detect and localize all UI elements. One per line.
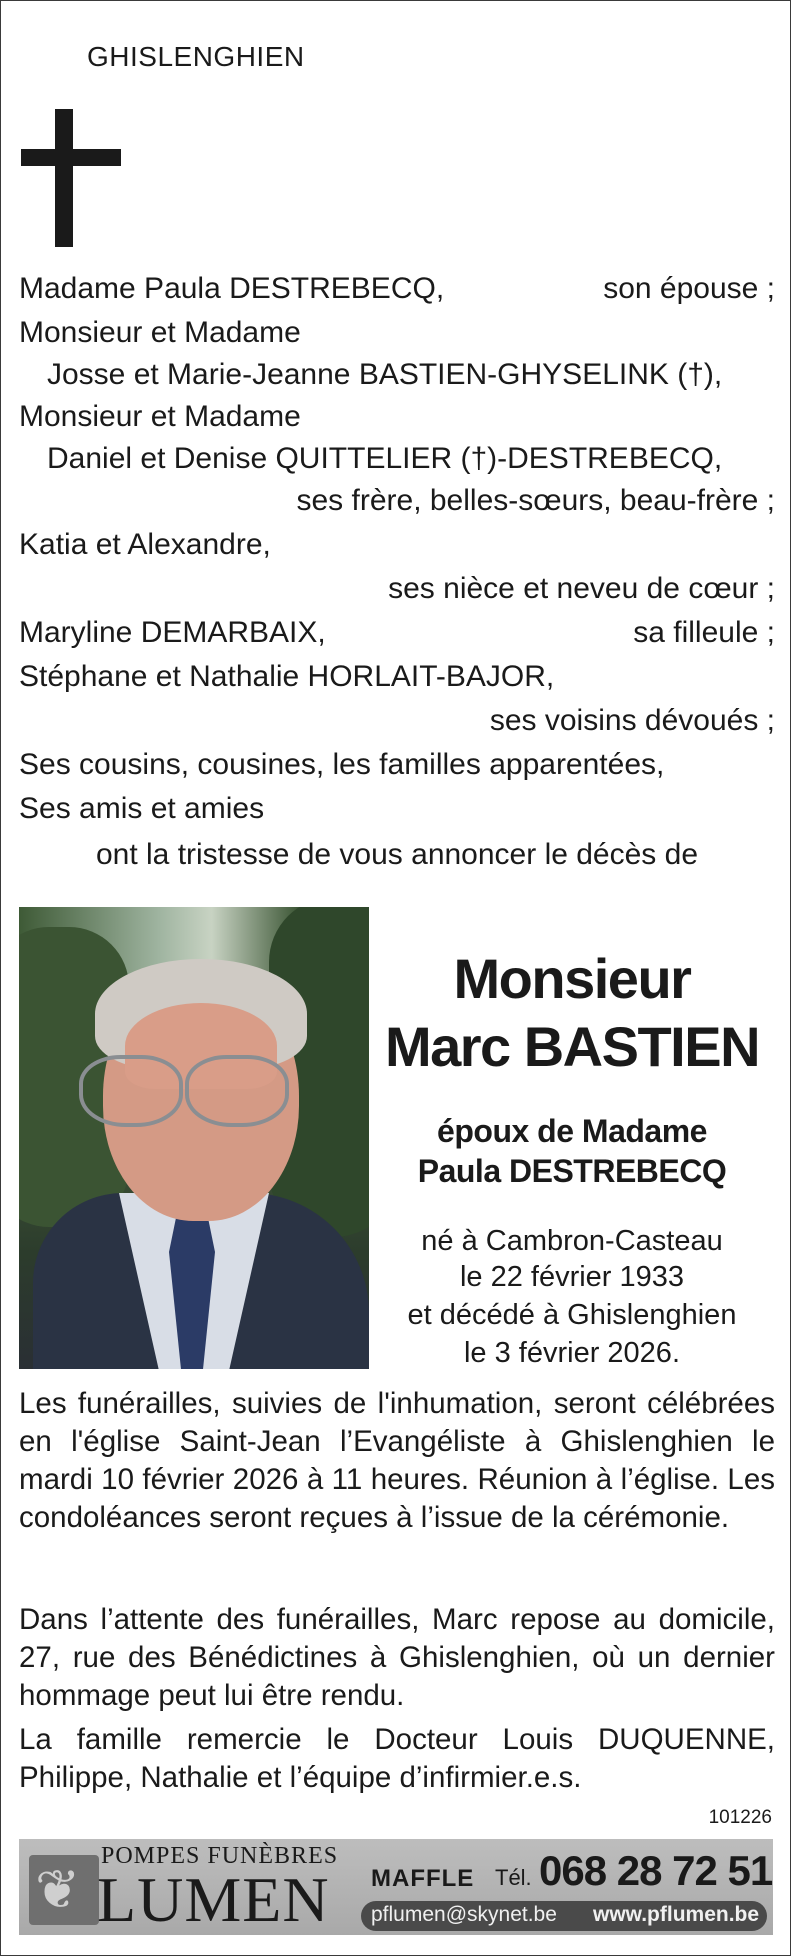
family-relation: ses nièce et neveu de cœur ; — [388, 572, 775, 605]
birth-place: né à Cambron-Casteau — [421, 1225, 723, 1257]
dove-logo-icon: ❦ — [29, 1855, 99, 1925]
announcement-text: ont la tristesse de vous annoncer le décès de — [95, 838, 699, 871]
deceased-title: Monsieur — [453, 947, 691, 1010]
funeral-home-label: POMPES FUNÈBRES — [101, 1843, 339, 1869]
family-line — [19, 611, 775, 655]
funeral-paragraph: Les funérailles, suivies de l'inhumation, seront célébrées en l'église Saint-Jean l’Evangéliste à Ghislenghien le mardi 10 février 2026 à 11 heures. Réunion à l’église. Les condoléances seront reçues à l’issue de la cérémonie. — [19, 1387, 775, 1534]
family-line — [19, 395, 775, 439]
funeral-home-banner — [19, 1839, 773, 1935]
family-name: Ses cousins, cousines, les familles apparentées, — [19, 748, 665, 781]
family-name: Madame Paula DESTREBECQ, — [19, 272, 445, 305]
family-line — [19, 699, 775, 743]
family-name: Maryline DEMARBAIX, — [19, 616, 326, 649]
spouse-line: époux de Madame — [437, 1113, 707, 1149]
family-name: Monsieur et Madame — [19, 316, 301, 349]
thanks-paragraph: La famille remercie le Docteur Louis DUQUENNE, Philippe, Nathalie et l’équipe d’infirmier.e.s. — [19, 1723, 775, 1794]
funeral-home-brand: LUMEN — [97, 1864, 330, 1935]
death-date: le 3 février 2026. — [463, 1337, 680, 1369]
email-link[interactable]: pflumen@skynet.be — [371, 1903, 557, 1926]
town-heading: GHISLENGHIEN — [87, 41, 305, 72]
family-line — [19, 567, 775, 611]
phone-number: 068 28 72 51 — [539, 1847, 773, 1894]
family-line — [19, 479, 775, 523]
deceased-photo — [19, 907, 369, 1369]
family-relation: sa filleule ; — [633, 616, 775, 649]
family-line — [19, 437, 775, 481]
family-name: Katia et Alexandre, — [19, 528, 271, 561]
birth-date: le 22 février 1933 — [459, 1261, 685, 1293]
family-line — [19, 267, 775, 311]
phone-label: Tél. — [495, 1865, 532, 1890]
family-line — [19, 523, 775, 567]
family-line — [19, 787, 775, 831]
announcement-line — [19, 833, 775, 877]
family-name: Stéphane et Nathalie HORLAIT-BAJOR, — [19, 660, 555, 693]
funeral-home-city: MAFFLE — [371, 1865, 475, 1892]
family-relation: son épouse ; — [603, 272, 775, 305]
spouse-name: Paula DESTREBECQ — [417, 1153, 727, 1189]
family-line — [19, 311, 775, 355]
family-name: Ses amis et amies — [19, 792, 265, 825]
website-link[interactable]: www.pflumen.be — [593, 1903, 760, 1926]
family-line — [19, 655, 775, 699]
family-relation: ses voisins dévoués ; — [489, 704, 775, 737]
family-name: Daniel et Denise QUITTELIER (†)-DESTREBECQ, — [47, 442, 723, 475]
reference-number: 101226 — [708, 1807, 772, 1828]
death-place: et décédé à Ghislenghien — [407, 1299, 737, 1331]
family-name: Monsieur et Madame — [19, 400, 301, 433]
rest-paragraph: Dans l’attente des funérailles, Marc repose au domicile, 27, rue des Bénédictines à Ghislenghien, où un dernier hommage peut lui être rendu. — [19, 1603, 775, 1712]
family-line — [19, 353, 775, 397]
family-line — [19, 743, 775, 787]
family-name: Josse et Marie-Jeanne BASTIEN-GHYSELINK (†), — [47, 358, 723, 391]
deceased-name: Marc BASTIEN — [384, 1015, 760, 1078]
family-relation: ses frère, belles-sœurs, beau-frère ; — [296, 484, 775, 517]
